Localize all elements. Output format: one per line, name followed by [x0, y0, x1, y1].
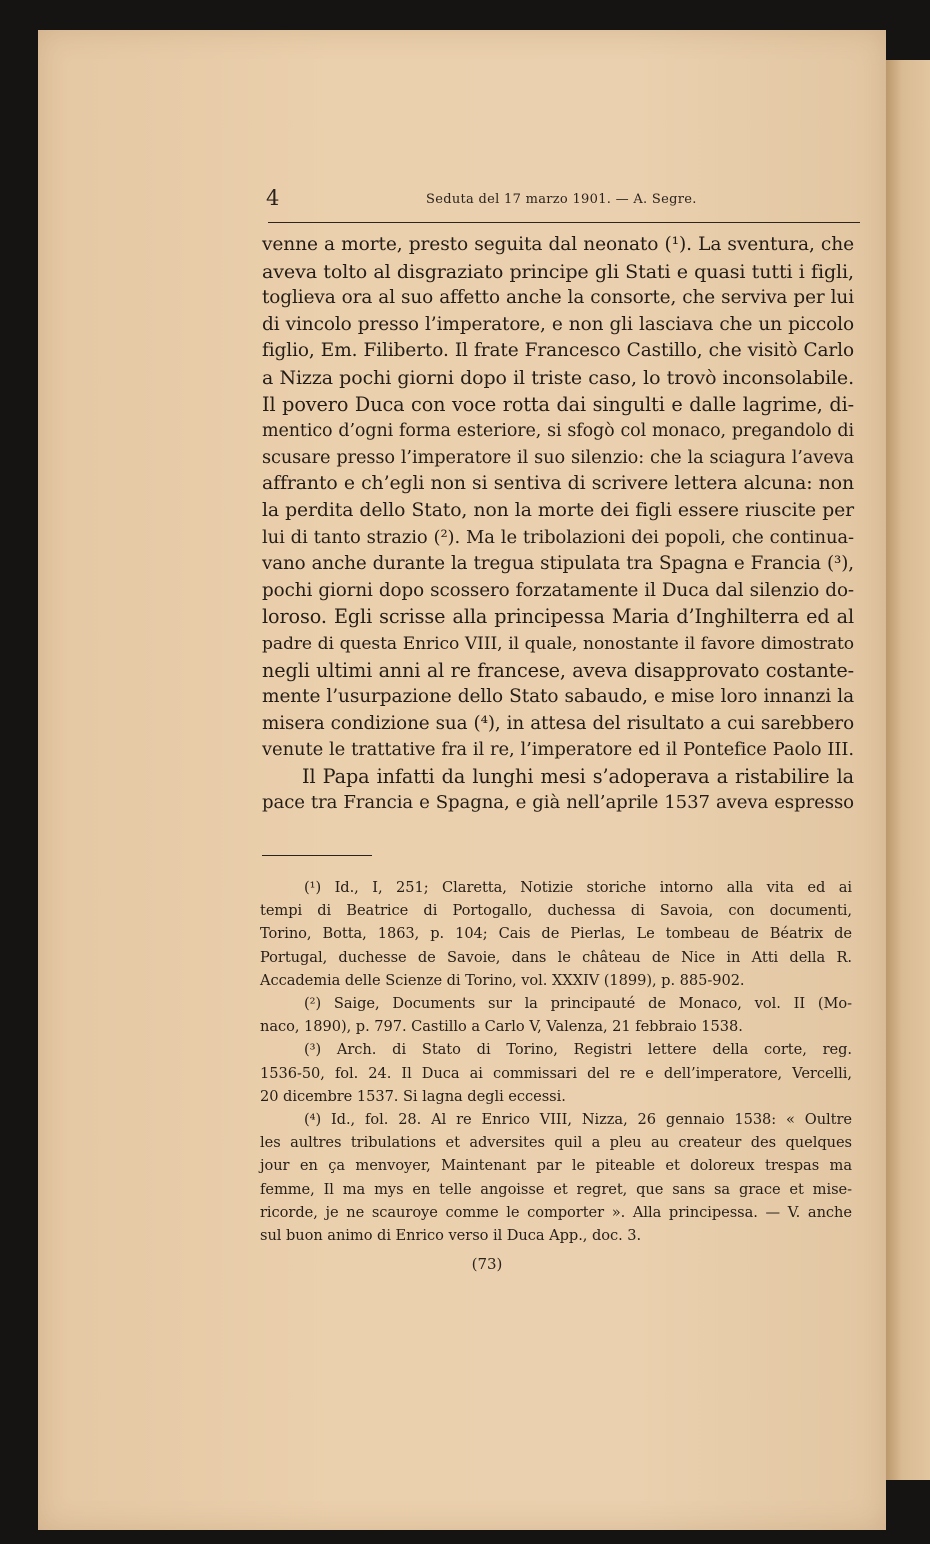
body-line: mentico d’ogni forma esteriore, si sfogò col monaco, pregandolo di: [262, 421, 854, 442]
footnote-rule: [262, 855, 372, 856]
footnote-line: 20 dicembre 1537. Si lagna degli eccessi.: [260, 1087, 566, 1105]
running-head: Seduta del 17 marzo 1901. — A. Segre.: [426, 192, 697, 207]
body-line: la perdita dello Stato, non la morte dei figli essere riuscite per: [262, 499, 854, 521]
footnote-line: (³) Arch. di Stato di Torino, Registri lettere della corte, reg.: [304, 1041, 852, 1059]
body-line: venne a morte, presto seguita dal neonato (¹). La sventura, che: [262, 234, 854, 255]
body-line: aveva tolto al disgraziato principe gli Stati e quasi tutti i figli,: [262, 260, 854, 283]
signature-mark: [0, 1255, 930, 1273]
header-rule: [268, 222, 860, 223]
footnote-line: jour en ça menvoyer, Maintenant par le piteable et doloreux trespas ma: [260, 1157, 852, 1175]
body-line: Il Papa infatti da lunghi mesi s’adoperava a ristabilire la: [302, 764, 854, 788]
footnote-line: Accademia delle Scienze di Torino, vol. XXXIV (1899), p. 885-902.: [260, 971, 745, 989]
footnote-line: tempi di Beatrice di Portogallo, duchessa di Savoia, con documenti,: [260, 902, 852, 920]
footnote-line: ricorde, je ne scauroye comme le comporter ». Alla principessa. — V. anche: [260, 1203, 852, 1221]
footnote-line: naco, 1890), p. 797. Castillo a Carlo V, Valenza, 21 febbraio 1538.: [260, 1018, 743, 1036]
body-line: vano anche durante la tregua stipulata tra Spagna e Francia (³),: [262, 553, 854, 575]
footnote-line: 1536-50, fol. 24. Il Duca ai commissari del re e dell’imperatore, Vercelli,: [260, 1064, 852, 1082]
footnote-line: sul buon animo di Enrico verso il Duca App., doc. 3.: [260, 1227, 642, 1245]
body-line: a Nizza pochi giorni dopo il triste caso, lo trovò inconsolabile.: [262, 366, 854, 389]
footnote-line: (¹) Id., I, 251; Claretta, Notizie storiche intorno alla vita ed ai: [304, 879, 852, 896]
body-line: negli ultimi anni al re francese, aveva disapprovato costante-: [262, 658, 854, 682]
footnote-line: Portugal, duchesse de Savoie, dans le château de Nice in Atti della R.: [260, 948, 852, 966]
footnote-line: (²) Saige, Documents sur la principauté de Monaco, vol. II (Mo-: [304, 995, 852, 1013]
body-line: misera condizione sua (⁴), in attesa del risultato a cui sarebbero: [262, 712, 854, 734]
footnote-line: les aultres tribulations et adversites quil a pleu au createur des quelques: [260, 1134, 852, 1152]
footnote-line: Torino, Botta, 1863, p. 104; Cais de Pierlas, Le tombeau de Béatrix de: [260, 925, 852, 943]
footnote-line: (⁴) Id., fol. 28. Al re Enrico VIII, Nizza, 26 gennaio 1538: « Oultre: [304, 1111, 852, 1129]
body-line: figlio, Em. Filiberto. Il frate Francesco Castillo, che visitò Carlo: [262, 340, 854, 362]
body-line: lui di tanto strazio (²). Ma le tribolazioni dei popoli, che continua-: [262, 526, 854, 548]
page-header: [266, 186, 866, 214]
body-line: mente l’usurpazione dello Stato sabaudo, e mise loro innanzi la: [262, 686, 854, 708]
footnotes: [260, 876, 852, 1247]
body-line: di vincolo presso l’imperatore, e non gli lasciava che un piccolo: [262, 313, 854, 335]
body-line: pochi giorni dopo scossero forzatamente il Duca dal silenzio do-: [262, 579, 854, 601]
body-text: [262, 232, 854, 817]
body-line: Il povero Duca con voce rotta dai singulti e dalle lagrime, di-: [262, 392, 854, 416]
page-number: 4: [266, 186, 280, 210]
body-line: scusare presso l’imperatore il suo silenzio: che la sciagura l’aveva: [262, 447, 854, 468]
body-line: loroso. Egli scrisse alla principessa Maria d’Inghilterra ed al: [262, 605, 854, 629]
footnote-line: femme, Il ma mys en telle angoisse et regret, que sans sa grace et mise-: [260, 1180, 852, 1198]
body-line: toglieva ora al suo affetto anche la consorte, che serviva per lui: [262, 287, 854, 309]
body-line: pace tra Francia e Spagna, e già nell’aprile 1537 aveva espresso: [262, 792, 854, 814]
signature-number: (73): [471, 1255, 503, 1273]
body-line: venute le trattative fra il re, l’imperatore ed il Pontefice Paolo III.: [262, 739, 854, 761]
body-line: padre di questa Enrico VIII, il quale, nonostante il favore dimostrato: [262, 633, 854, 654]
body-line: affranto e ch’egli non si sentiva di scrivere lettera alcuna: non: [262, 473, 854, 495]
